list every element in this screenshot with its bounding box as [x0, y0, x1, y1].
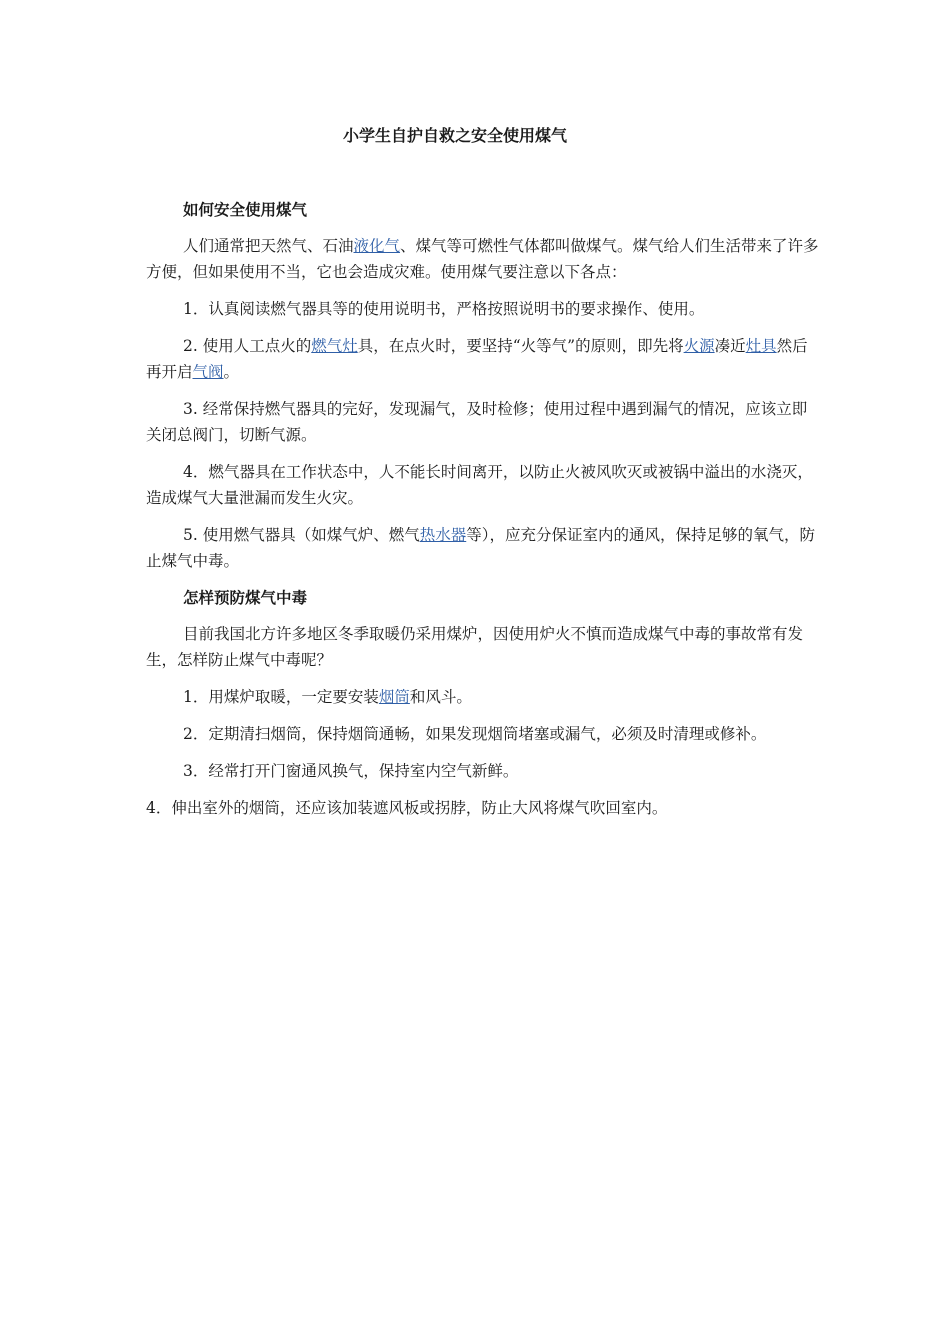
section1-item-4: 4．燃气器具在工作状态中，人不能长时间离开，以防止火被风吹灭或被锅中溢出的水浇灭，造成煤气大量泄漏而发生火灾。: [146, 463, 813, 507]
link-chimney[interactable]: 烟筒: [378, 688, 410, 706]
section2-item-2: 2．定期清扫烟筒，保持烟筒通畅，如果发现烟筒堵塞或漏气，必须及时清理或修补。: [183, 725, 767, 743]
section-heading-safe-use: 如何安全使用煤气: [183, 201, 308, 219]
section1-item-2: 2. 使用人工点火的燃气灶具，在点火时，要坚持“火等气”的原则，即先将火源凑近灶具然后再开启气阀。: [146, 337, 808, 381]
section-heading-prevent-poisoning: 怎样预防煤气中毒: [183, 589, 308, 607]
link-gas-valve[interactable]: 气阀: [192, 363, 224, 381]
section2-item-4: 4．伸出室外的烟筒，还应该加装遮风板或拐脖，防止大风将煤气吹回室内。: [146, 799, 668, 817]
link-gas-stove[interactable]: 燃气灶: [311, 337, 358, 355]
link-stove-appliance[interactable]: 灶具: [745, 337, 777, 355]
document-body: [146, 197, 822, 832]
section2-item-3: 3．经常打开门窗通风换气，保持室内空气新鲜。: [183, 762, 519, 780]
section1-intro: 人们通常把天然气、石油液化气、煤气等可燃性气体都叫做煤气。煤气给人们生活带来了许多方便，但如果使用不当，它也会造成灾难。使用煤气要注意以下各点：: [146, 237, 819, 281]
link-water-heater[interactable]: 热水器: [419, 526, 467, 544]
section2-intro: 目前我国北方许多地区冬季取暖仍采用煤炉，因使用炉火不慎而造成煤气中毒的事故常有发生，怎样防止煤气中毒呢？: [146, 625, 804, 669]
document-title: 小学生自护自救之安全使用煤气: [342, 126, 567, 145]
link-liquefied-gas[interactable]: 液化气: [353, 237, 401, 255]
link-fire-source[interactable]: 火源: [683, 337, 715, 355]
section2-item-1: 1．用煤炉取暖，一定要安装烟筒和风斗。: [183, 688, 472, 706]
section1-item-1: 1．认真阅读燃气器具等的使用说明书，严格按照说明书的要求操作、使用。: [183, 300, 705, 318]
section1-item-5: 5. 使用燃气器具（如煤气炉、燃气热水器等），应充分保证室内的通风，保持足够的氧气，防止煤气中毒。: [146, 526, 815, 570]
section1-item-3: 3. 经常保持燃气器具的完好，发现漏气，及时检修；使用过程中遇到漏气的情况，应该立即关闭总阀门，切断气源。: [146, 400, 808, 444]
